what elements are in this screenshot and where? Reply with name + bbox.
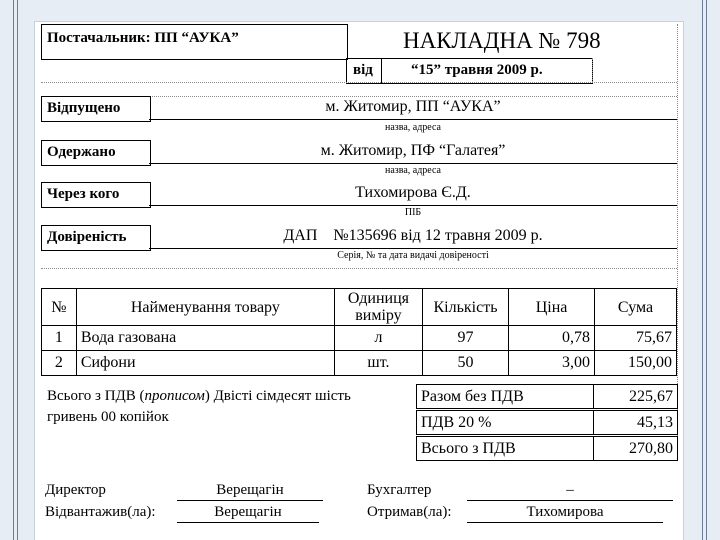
received-hint: назва, адреса (385, 165, 441, 176)
accountant-label: Бухгалтер (367, 482, 432, 498)
slide-frame-line (702, 0, 703, 540)
total-in-words-line2: гривень 00 копійок (47, 409, 169, 425)
vat-value-cell (592, 410, 678, 435)
row-unit: л (334, 326, 422, 351)
proxy-value: ДАП №135696 від 12 травня 2009 р. (283, 227, 543, 244)
col-header-qty: Кількість (422, 289, 508, 326)
received-by-label: Отримав(ла): (367, 504, 452, 520)
vat-value: 45,13 (637, 414, 673, 431)
row-qty: 50 (422, 351, 508, 376)
invoice-document (35, 22, 683, 540)
slide-frame-line (17, 0, 18, 540)
via-label: Через кого (47, 186, 120, 202)
subtotal-label-cell (416, 384, 594, 409)
total-label-cell (416, 436, 594, 461)
slide-frame-line (13, 0, 14, 540)
grid-line (41, 82, 677, 83)
col-header-name: Найменування товару (76, 289, 334, 326)
col-header-sum: Сума (595, 289, 677, 326)
proxy-hint: Серія, № та дата видачі довіреності (337, 250, 489, 261)
row-product: Сифони (76, 351, 334, 376)
total-words-suffix: ) Двісті сімдесят шість (204, 388, 351, 404)
received-by-name: Тихомирова (467, 504, 663, 523)
field-underline (149, 248, 677, 249)
received-label: Одержано (47, 144, 116, 160)
goods-table (41, 288, 677, 376)
row-sum: 75,67 (595, 326, 677, 351)
slide-frame-line (706, 0, 707, 540)
via-hint: ПІБ (404, 207, 422, 218)
shipped-label: Відвантажив(ла): (45, 504, 156, 520)
released-label: Відпущено (47, 100, 121, 116)
invoice-date: “15” травня 2009 р. (411, 62, 543, 78)
row-product: Вода газована (76, 326, 334, 351)
grid-line (41, 268, 677, 269)
total-words-italic: прописом (144, 388, 205, 404)
grid-line (677, 24, 678, 444)
subtotal-label: Разом без ПДВ (421, 388, 524, 405)
vat-label: ПДВ 20 % (421, 414, 492, 431)
total-value-cell (592, 436, 678, 461)
table-row (42, 351, 677, 376)
col-header-unit: Одиниця виміру (334, 289, 422, 326)
col-header-number: № (42, 289, 77, 326)
shipped-name: Верещагін (177, 504, 319, 523)
released-hint: назва, адреса (385, 122, 441, 133)
row-qty: 97 (422, 326, 508, 351)
received-value: м. Житомир, ПФ “Галатея” (320, 142, 506, 159)
proxy-label: Довіреність (47, 229, 127, 245)
invoice-title: НАКЛАДНА № 798 (403, 28, 601, 53)
field-underline (149, 163, 677, 164)
grid-line (592, 58, 593, 82)
field-underline (149, 119, 677, 120)
total-value: 270,80 (629, 440, 673, 457)
director-label: Директор (45, 482, 106, 498)
total-in-words (47, 388, 351, 405)
subtotal-value: 225,67 (629, 388, 673, 405)
total-words-prefix: Всього з ПДВ ( (47, 388, 145, 404)
field-underline (149, 205, 677, 206)
row-unit: шт. (334, 351, 422, 376)
table-header-row (42, 289, 677, 326)
row-price: 0,78 (509, 326, 595, 351)
director-name: Верещагін (177, 482, 323, 501)
col-header-price: Ціна (509, 289, 595, 326)
accountant-name: – (467, 482, 673, 501)
supplier-label: Постачальник: ПП “АУКА” (47, 30, 239, 46)
row-sum: 150,00 (595, 351, 677, 376)
vat-label-cell (416, 410, 594, 435)
total-label: Всього з ПДВ (421, 440, 516, 457)
date-box (380, 58, 593, 84)
from-label: від (353, 62, 373, 78)
via-value: Тихомирова Є.Д. (355, 184, 471, 201)
row-number: 2 (42, 351, 77, 376)
row-price: 3,00 (509, 351, 595, 376)
released-value: м. Житомир, ПП “АУКА” (325, 98, 501, 115)
subtotal-value-cell (592, 384, 678, 409)
row-number: 1 (42, 326, 77, 351)
table-row (42, 326, 677, 351)
